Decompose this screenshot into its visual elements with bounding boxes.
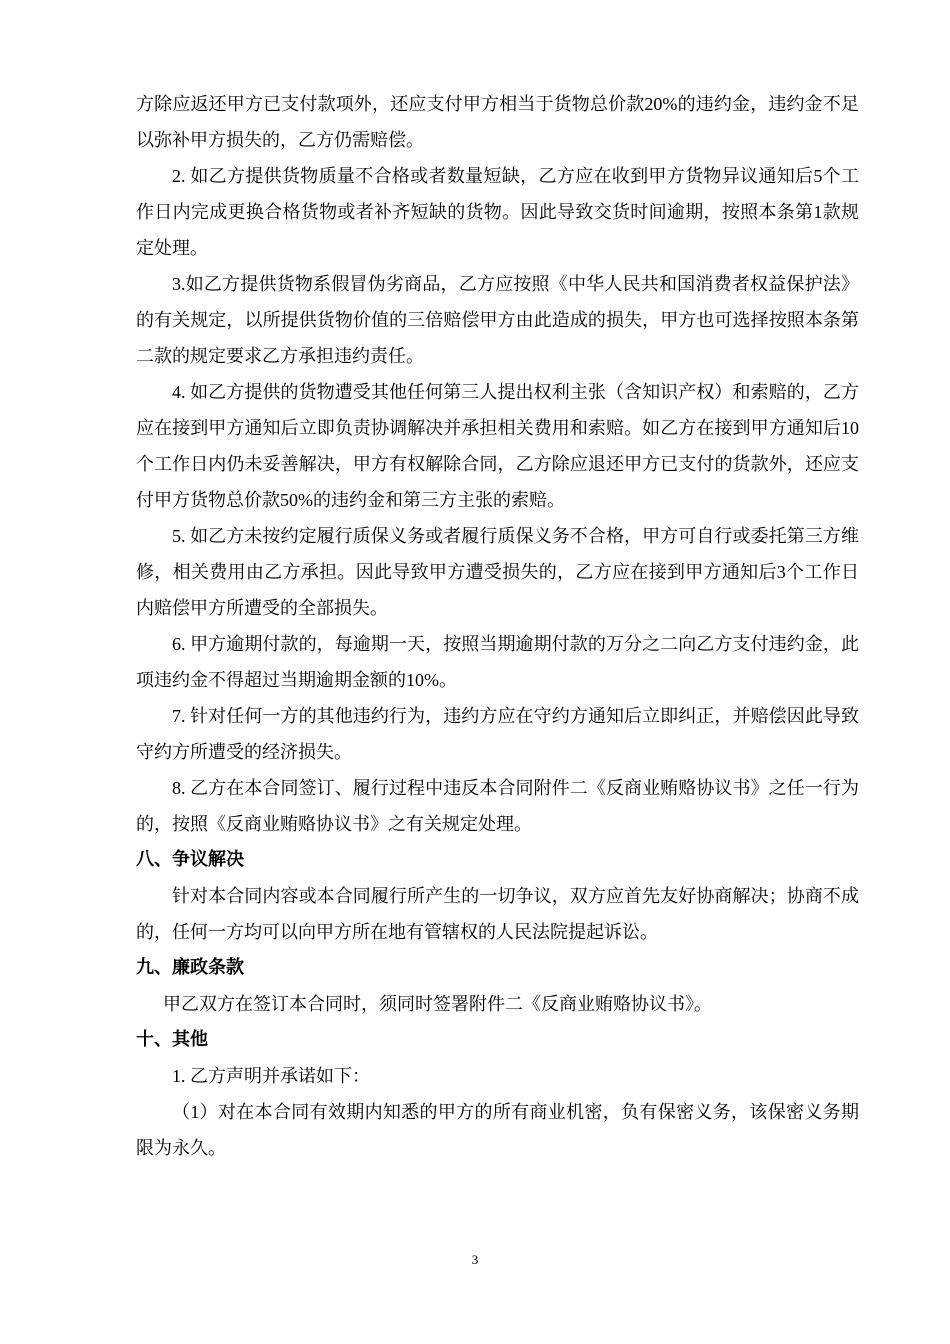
section-heading-integrity: 九、廉政条款 xyxy=(136,957,244,978)
paragraph-continuation: 方除应返还甲方已支付款项外，还应支付甲方相当于货物总价款20%的违约金，违约金不足以弥补甲方损失的，乙方仍需赔偿。 xyxy=(136,94,859,150)
section-item-1: 1. 乙方声明并承诺如下： xyxy=(172,1066,370,1086)
section-heading-dispute: 八、争议解决 xyxy=(136,849,244,870)
section-text-dispute: 针对本合同内容或本合同履行所产生的一切争议，双方应首先友好协商解决；协商不成的，任何一方均可以向甲方所在地有管辖权的人民法院提起诉讼。 xyxy=(136,886,859,942)
paragraph-clause-6: 6. 甲方逾期付款的，每逾期一天，按照当期逾期付款的万分之二向乙方支付违约金，此项违约金不得超过当期逾期金额的10%。 xyxy=(136,634,859,690)
page-number: 3 xyxy=(471,1252,479,1267)
paragraph-clause-3: 3.如乙方提供货物系假冒伪劣商品，乙方应按照《中华人民共和国消费者权益保护法》的有关规定，以所提供货物价值的三倍赔偿甲方由此造成的损失，甲方也可选择按照本条第二款的规定要求乙方承担违约责任。 xyxy=(136,274,859,366)
paragraph-clause-8: 8. 乙方在本合同签订、履行过程中违反本合同附件二《反商业贿赂协议书》之任一行为的，按照《反商业贿赂协议书》之有关规定处理。 xyxy=(136,778,859,834)
paragraph-clause-7: 7. 针对任何一方的其他违约行为，违约方应在守约方通知后立即纠正，并赔偿因此导致守约方所遭受的经济损失。 xyxy=(136,706,859,762)
section-heading-other: 十、其他 xyxy=(136,1029,208,1050)
paragraph-clause-4: 4. 如乙方提供的货物遭受其他任何第三人提出权利主张（含知识产权）和索赔的，乙方应在接到甲方通知后立即负责协调解决并承担相关费用和索赔。如乙方在接到甲方通知后10个工作日内仍未妥善解决，甲方有权解除合同，乙方除应退还甲方已支付的货款外，还应支付甲方货物总价款50%的违约金和第三方主张的索赔。 xyxy=(136,382,859,510)
document-page xyxy=(136,0,859,1166)
section-text-integrity: 甲乙双方在签订本合同时，须同时签署附件二《反商业贿赂协议书》。 xyxy=(163,994,712,1014)
paragraph-clause-2: 2. 如乙方提供货物质量不合格或者数量短缺，乙方应在收到甲方货物异议通知后5个工作日内完成更换合格货物或者补齐短缺的货物。因此导致交货时间逾期，按照本条第1款规定处理。 xyxy=(136,166,859,258)
paragraph-clause-5: 5. 如乙方未按约定履行质保义务或者履行质保义务不合格，甲方可自行或委托第三方维修，相关费用由乙方承担。因此导致甲方遭受损失的，乙方应在接到甲方通知后3个工作日内赔偿甲方所遭受的全部损失。 xyxy=(136,526,859,618)
section-item-1-sub-1: （1）对在本合同有效期内知悉的甲方的所有商业机密，负有保密义务，该保密义务期限为永久。 xyxy=(136,1102,859,1158)
